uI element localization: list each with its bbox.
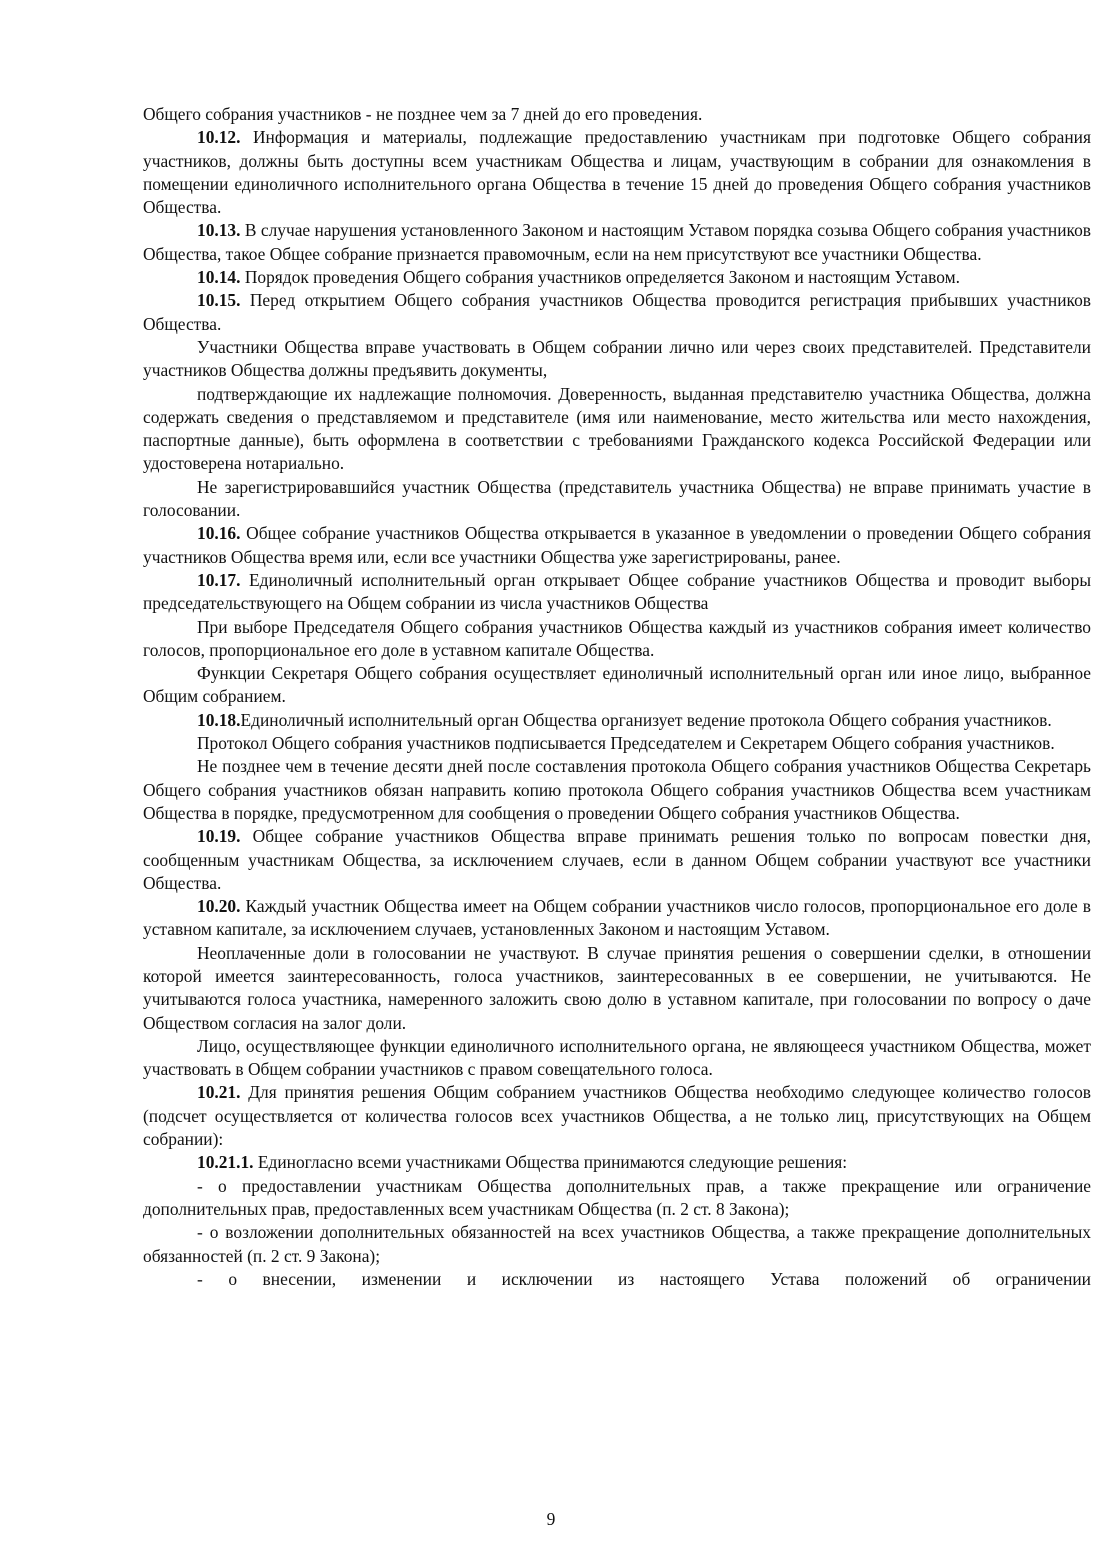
list-item: - о предоставлении участникам Общества дополнительных прав, а также прекращение или ограничение дополнительных прав, предоставленных всем участникам Общества (п. 2 ст. 8 Закона); — [143, 1175, 1091, 1219]
clause-number: 10.16. — [197, 523, 241, 544]
paragraph: Неоплаченные доли в голосовании не участвуют. В случае принятия решения о совершении сделки, в отношении которой имеется заинтересованность, голоса участников, заинтересованных в ее совершении, не учитываются. Не учитываются голоса участника, намеренного заложить свою долю в уставном капитале, при голосовании по вопросу о даче Обществом согласия на залог доли. — [143, 942, 1091, 1033]
paragraph: При выборе Председателя Общего собрания участников Общества каждый из участников собрания имеет количество голосов, пропорциональное его доле в уставном капитале Общества. — [143, 616, 1091, 660]
paragraph-10-15: 10.15. Перед открытием Общего собрания участников Общества проводится регистрация прибывших участников Общества. — [143, 290, 1091, 334]
paragraph: Протокол Общего собрания участников подписывается Председателем и Секретарем Общего собрания участников. — [197, 733, 1055, 754]
paragraph-10-17: 10.17. Единоличный исполнительный орган открывает Общее собрание участников Общества и проводит выборы председательствующего на Общем собрании из числа участников Общества — [143, 569, 1091, 614]
paragraph: Не зарегистрировавшийся участник Общества (представитель участника Общества) не вправе принимать участие в голосовании. — [143, 476, 1091, 521]
clause-number: 10.13. — [197, 220, 241, 241]
page-number: 9 — [546, 1509, 556, 1529]
clause-number: 10.15. — [197, 290, 241, 311]
paragraph: Участники Общества вправе участвовать в Общем собрании лично или через своих представителей. Представители участников Общества должны предъявить документы, — [143, 336, 1091, 381]
paragraph-10-21: 10.21. Для принятия решения Общим собранием участников Общества необходимо следующее количество голосов (подсчет осуществляется от количества голосов всех участников Общества, а не только лиц, присутствующих на Общем собрании): — [143, 1082, 1091, 1150]
clause-number: 10.21.1. — [197, 1152, 254, 1173]
list-item: - о возложении дополнительных обязанностей на всех участников Общества, а также прекращение дополнительных обязанностей (п. 2 ст. 9 Закона); — [143, 1222, 1091, 1266]
paragraph-10-19: 10.19. Общее собрание участников Общества вправе принимать решения только по вопросам повестки дня, сообщенным участникам Общества, за исключением случаев, если в данном Общем собрании участвуют все участники Общества. — [143, 826, 1091, 893]
clause-number: 10.18. — [197, 709, 241, 730]
clause-number: 10.12. — [197, 127, 241, 148]
paragraph-10-13: 10.13. В случае нарушения установленного Законом и настоящим Уставом порядка созыва Общего собрания участников Общества, такое Общее собрание признается правомочным, если на нем присутствуют все участники Общества. — [143, 220, 1091, 264]
paragraph-10-16: 10.16. Общее собрание участников Общества открывается в указанное в уведомлении о проведении Общего собрания участников Общества время или, если все участники Общества уже зарегистрированы, ранее. — [143, 523, 1091, 567]
paragraph: Не позднее чем в течение десяти дней после составления протокола Общего собрания участников Общества Секретарь Общего собрания участников обязан направить копию протокола Общего собрания участников Общества всем участникам Общества в порядке, предусмотренном для сообщения о проведении Общего собрания участников Общества. — [143, 756, 1091, 823]
clause-number: 10.19. — [197, 826, 241, 847]
paragraph-10-21-1: 10.21.1. Единогласно всеми участниками Общества принимаются следующие решения: — [197, 1152, 848, 1173]
document-body — [143, 103, 1091, 1503]
clause-number: 10.20. — [197, 896, 241, 917]
clause-number: 10.14. — [197, 267, 241, 288]
paragraph-10-12: 10.12. Информация и материалы, подлежащие предоставлению участникам при подготовке Общего собрания участников, должны быть доступны всем участникам Общества и лицам, участвующим в собрании для ознакомления в помещении единоличного исполнительного органа Общества в течение 15 дней до проведения Общего собрания участников Общества. — [143, 127, 1091, 218]
list-item: - о внесении, изменении и исключении из настоящего Устава положений об ограничении — [197, 1268, 1091, 1289]
paragraph: Общего собрания участников - не позднее чем за 7 дней до его проведения. — [143, 104, 703, 124]
clause-number: 10.21. — [197, 1082, 241, 1103]
paragraph: Лицо, осуществляющее функции единоличного исполнительного органа, не являющееся участником Общества, может участвовать в Общем собрании участников с правом совещательного голоса. — [143, 1035, 1091, 1080]
clause-number: 10.17. — [197, 569, 241, 590]
paragraph: подтверждающие их надлежащие полномочия. Доверенность, выданная представителю участника Общества, должна содержать сведения о представляемом и представителе (имя или наименование, место жительства или место нахождения, паспортные данные), быть оформлена в соответствии с требованиями Гражданского кодекса Российской Федерации или удостоверена нотариально. — [143, 383, 1091, 474]
paragraph: Функции Секретаря Общего собрания осуществляет единоличный исполнительный орган или иное лицо, выбранное Общим собранием. — [143, 663, 1091, 707]
paragraph-10-18: 10.18.Единоличный исполнительный орган Общества организует ведение протокола Общего собрания участников. — [197, 709, 1052, 730]
paragraph-10-14: 10.14. Порядок проведения Общего собрания участников определяется Законом и настоящим Уставом. — [197, 267, 960, 288]
paragraph-10-20: 10.20. Каждый участник Общества имеет на Общем собрании участников число голосов, пропорциональное его доле в уставном капитале, за исключением случаев, установленных Законом и настоящим Уставом. — [143, 896, 1091, 940]
